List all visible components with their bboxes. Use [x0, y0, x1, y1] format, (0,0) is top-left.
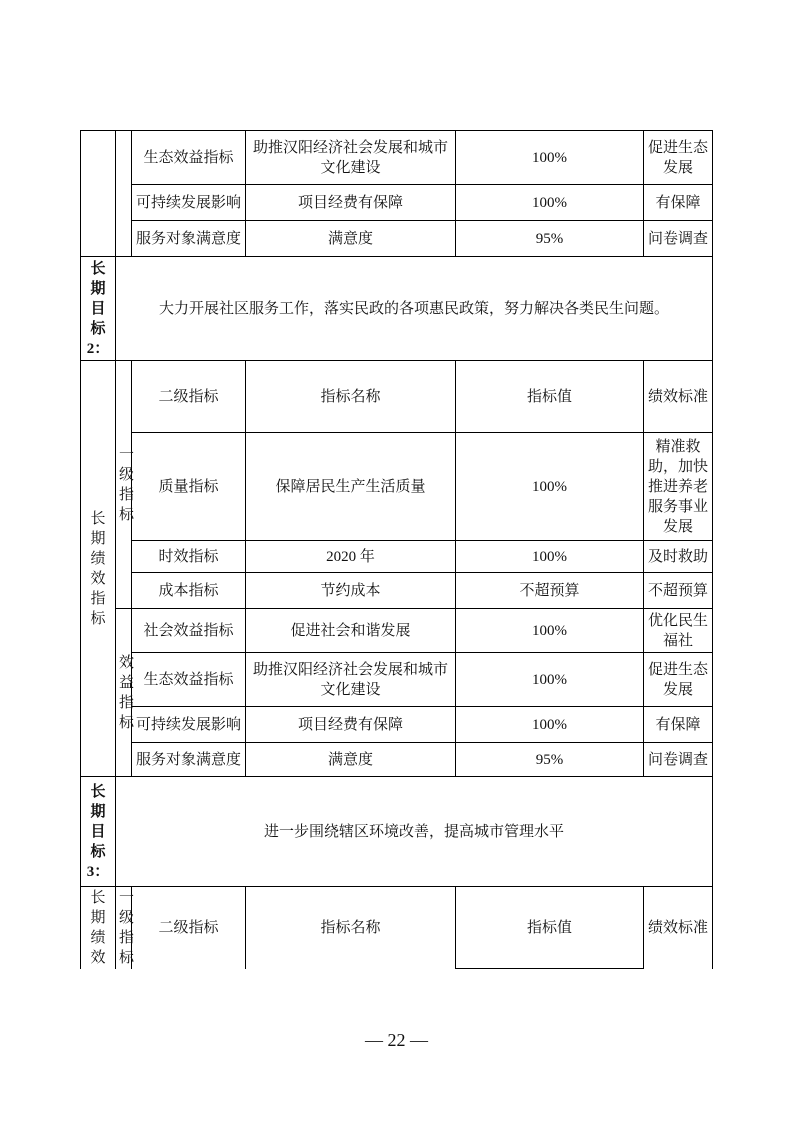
header-level2: 二级指标 — [132, 361, 246, 433]
level2-indicator-cell: 服务对象满意度 — [132, 743, 246, 777]
header-indicator-value: 指标值 — [456, 361, 644, 433]
level2-indicator-cell: 质量指标 — [132, 433, 246, 541]
indicator-value-cell: 95% — [456, 743, 644, 777]
performance-standard-cell: 不超预算 — [644, 573, 713, 609]
continued-level1-cell — [116, 131, 132, 257]
table-row — [81, 573, 713, 609]
table-row — [81, 131, 713, 185]
section-3-label: 长期绩效 — [81, 887, 116, 969]
goal-2-text: 大力开展社区服务工作，落实民政的各项惠民政策，努力解决各类民生问题。 — [116, 257, 713, 361]
indicator-name-cell: 助推汉阳经济社会发展和城市文化建设 — [246, 653, 456, 707]
benefit-group-label: 效益指标 — [116, 609, 132, 777]
table-row — [81, 433, 713, 541]
goal-3-text: 进一步围绕辖区环境改善，提高城市管理水平 — [116, 777, 713, 887]
level1-group-label: 一级指标 — [116, 361, 132, 609]
header-performance-standard: 绩效标准 — [644, 361, 713, 433]
table-row — [81, 707, 713, 743]
table-row — [81, 221, 713, 257]
indicator-name-cell: 2020 年 — [246, 541, 456, 573]
indicator-value-cell: 不超预算 — [456, 573, 644, 609]
performance-standard-cell: 精准救助，加快推进养老服务事业发展 — [644, 433, 713, 541]
goal-3-label: 长期目标3： — [81, 777, 116, 887]
header-indicator-name: 指标名称 — [246, 361, 456, 433]
performance-standard-cell: 及时救助 — [644, 541, 713, 573]
indicator-value-cell: 95% — [456, 221, 644, 257]
indicator-name-cell: 助推汉阳经济社会发展和城市文化建设 — [246, 131, 456, 185]
indicator-value-cell: 100% — [456, 653, 644, 707]
performance-standard-cell: 有保障 — [644, 707, 713, 743]
header-indicator-value: 指标值 — [456, 887, 644, 969]
indicator-name-cell: 促进社会和谐发展 — [246, 609, 456, 653]
indicator-name-cell: 满意度 — [246, 221, 456, 257]
level2-indicator-cell: 生态效益指标 — [132, 131, 246, 185]
performance-standard-cell: 有保障 — [644, 185, 713, 221]
performance-standard-cell: 问卷调查 — [644, 221, 713, 257]
header-indicator-name: 指标名称 — [246, 887, 456, 969]
indicator-name-cell: 满意度 — [246, 743, 456, 777]
performance-indicator-table — [80, 130, 713, 969]
goal-row — [81, 777, 713, 887]
indicator-value-cell: 100% — [456, 131, 644, 185]
level2-indicator-cell: 成本指标 — [132, 573, 246, 609]
level2-indicator-cell: 时效指标 — [132, 541, 246, 573]
level2-indicator-cell: 可持续发展影响 — [132, 185, 246, 221]
indicator-name-cell: 保障居民生产生活质量 — [246, 433, 456, 541]
performance-standard-cell: 促进生态发展 — [644, 653, 713, 707]
indicator-value-cell: 100% — [456, 609, 644, 653]
indicator-name-cell: 项目经费有保障 — [246, 707, 456, 743]
table-header-row — [81, 361, 713, 433]
level2-indicator-cell: 社会效益指标 — [132, 609, 246, 653]
header-performance-standard: 绩效标准 — [644, 887, 713, 969]
indicator-name-cell: 项目经费有保障 — [246, 185, 456, 221]
table-row — [81, 743, 713, 777]
performance-standard-cell: 优化民生福社 — [644, 609, 713, 653]
table-row — [81, 185, 713, 221]
page-number: — 22 — — [365, 1030, 428, 1050]
goal-row — [81, 257, 713, 361]
header-level2: 二级指标 — [132, 887, 246, 969]
table-row — [81, 653, 713, 707]
indicator-value-cell: 100% — [456, 707, 644, 743]
level2-indicator-cell: 生态效益指标 — [132, 653, 246, 707]
indicator-value-cell: 100% — [456, 541, 644, 573]
table-header-row — [81, 887, 713, 969]
indicator-name-cell: 节约成本 — [246, 573, 456, 609]
performance-standard-cell: 促进生态发展 — [644, 131, 713, 185]
level2-indicator-cell: 可持续发展影响 — [132, 707, 246, 743]
continued-section-label-cell — [81, 131, 116, 257]
indicator-value-cell: 100% — [456, 185, 644, 221]
table-row — [81, 541, 713, 573]
performance-standard-cell: 问卷调查 — [644, 743, 713, 777]
indicator-value-cell: 100% — [456, 433, 644, 541]
header-level1: 一级指标 — [116, 887, 132, 969]
table-row — [81, 609, 713, 653]
section-2-label: 长期绩效指标 — [81, 361, 116, 777]
goal-2-label: 长期目标2： — [81, 257, 116, 361]
level2-indicator-cell: 服务对象满意度 — [132, 221, 246, 257]
